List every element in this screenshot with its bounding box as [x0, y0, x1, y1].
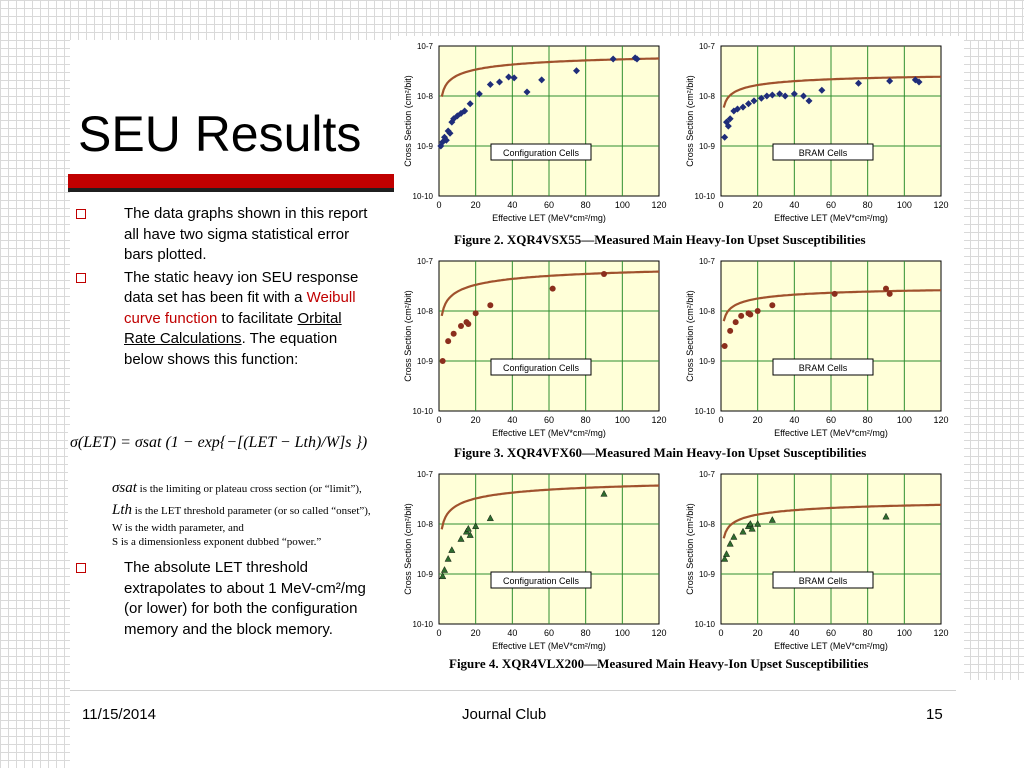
- fig3-bram-x-tick-label: 100: [896, 415, 912, 425]
- fig4-bram-y-axis-label: Cross Section (cm²/bit): [685, 503, 695, 595]
- fig2-config-x-tick-label: 100: [614, 200, 630, 210]
- fig2-bram-y-tick-label: 10-9: [698, 142, 715, 151]
- fig4-bram-x-tick-label: 80: [862, 628, 873, 638]
- fig3-bram-x-tick-label: 120: [933, 415, 949, 425]
- weibull-equation-image: [68, 432, 396, 554]
- fig3-bram-x-axis-label: Effective LET (MeV*cm²/mg): [774, 428, 888, 438]
- fig3-caption: Figure 3. XQR4VFX60—Measured Main Heavy-Ion Upset Susceptibilities: [454, 445, 867, 460]
- lth-symbol: Lth: [112, 502, 133, 518]
- fig4-bram-x-tick-label: 120: [933, 628, 949, 638]
- fig3-config-data-point: [458, 323, 464, 329]
- footer-date: 11/15/2014: [82, 706, 156, 723]
- fig4-bram-y-tick-label: 10-7: [698, 470, 715, 479]
- bullet-text-2: [124, 268, 376, 371]
- fig3-config-x-axis-label: Effective LET (MeV*cm²/mg): [492, 428, 606, 438]
- footer-center: Journal Club: [462, 706, 547, 723]
- fig2-config-y-tick-label: 10-8: [416, 92, 433, 101]
- fig4-bram-x-tick-label: 20: [752, 628, 763, 638]
- fig3-bram-y-tick-label: 10-10: [694, 407, 715, 416]
- fig2-bram-y-tick-label: 10-7: [698, 42, 715, 51]
- fig2-bram-legend-label: BRAM Cells: [798, 148, 848, 158]
- fig4-bram-y-tick-label: 10-9: [698, 570, 715, 579]
- equation-line-1: [112, 480, 362, 497]
- fig4-config-y-tick-label: 10-10: [412, 620, 433, 629]
- fig4-config-y-tick-label: 10-7: [416, 470, 433, 479]
- slide-title: SEU Results: [78, 106, 362, 162]
- fig3-config-data-point: [601, 271, 607, 277]
- fig3-config-data-point: [451, 331, 457, 337]
- fig4-caption: Figure 4. XQR4VLX200—Measured Main Heavy-Ion Upset Susceptibilities: [449, 656, 869, 671]
- bullet-square-icon: [76, 563, 86, 573]
- fig2-config-y-axis-label: Cross Section (cm²/bit): [403, 75, 413, 167]
- fig2-bram-y-tick-label: 10-10: [694, 192, 715, 201]
- fig2-config-y-tick-label: 10-7: [416, 42, 433, 51]
- fig3-bram-data-point: [887, 291, 893, 297]
- equation-line-2-text: is the LET threshold parameter (or so called “onset”),: [134, 505, 371, 517]
- fig2-config-x-axis-label: Effective LET (MeV*cm²/mg): [492, 213, 606, 223]
- orbital-rate-link[interactable]: Orbital Rate Calculations: [124, 309, 342, 347]
- fig2-config-x-tick-label: 60: [543, 200, 555, 210]
- fig3-config-x-tick-label: 120: [651, 415, 667, 425]
- fig3-config-y-tick-label: 10-9: [416, 357, 433, 366]
- fig3-config-x-tick-label: 100: [614, 415, 630, 425]
- fig3-bram-x-tick-label: 40: [789, 415, 800, 425]
- fig3-bram-data-point: [733, 319, 739, 325]
- fig2-bram-x-axis-label: Effective LET (MeV*cm²/mg): [774, 213, 888, 223]
- fig4-config-y-tick-label: 10-9: [416, 570, 433, 579]
- bullet-text-3: The absolute LET threshold extrapolates to about 1 MeV-cm²/mg (or lower) for both the configuration memory and the block memory.: [124, 559, 366, 638]
- fig3-bram-data-point: [769, 302, 775, 308]
- fig2-bram-x-tick-label: 120: [933, 200, 949, 210]
- footer-divider: [70, 690, 956, 691]
- bullet-list: [76, 204, 376, 372]
- fig2-bram-x-tick-label: 80: [862, 200, 873, 210]
- fig3-bram-x-tick-label: 60: [825, 415, 837, 425]
- fig3-config-data-point: [445, 338, 451, 344]
- bullet-row-3: [76, 558, 376, 640]
- fig3-bram-y-tick-label: 10-9: [698, 357, 715, 366]
- fig3-bram-data-point: [755, 308, 761, 314]
- fig3-bram-data-point: [738, 313, 744, 319]
- fig3-bram-data-point: [883, 286, 889, 292]
- background-grid-right: [962, 40, 1024, 680]
- fig4-config-x-tick-label: 100: [614, 628, 630, 638]
- bullet-square-icon: [76, 273, 86, 283]
- fig4-config-y-axis-label: Cross Section (cm²/bit): [403, 503, 413, 595]
- fig2-bram-x-tick-label: 20: [752, 200, 763, 210]
- bullet-2-pre: The static heavy ion SEU response data set has been fit with a: [124, 268, 359, 306]
- figures-svg: [394, 36, 964, 680]
- fig2-bram-x-tick-label: 100: [896, 200, 912, 210]
- fig2-caption: Figure 2. XQR4VSX55—Measured Main Heavy-Ion Upset Susceptibilities: [454, 232, 866, 247]
- fig2-config-x-tick-label: 80: [580, 200, 591, 210]
- fig2-bram-x-tick-label: 60: [825, 200, 837, 210]
- fig3-bram-data-point: [747, 312, 753, 318]
- fig4-bram-x-tick-label: 100: [896, 628, 912, 638]
- fig2-bram-y-axis-label: Cross Section (cm²/bit): [685, 75, 695, 167]
- fig3-config-x-tick-label: 80: [580, 415, 591, 425]
- fig4-bram-x-tick-label: 60: [825, 628, 837, 638]
- fig3-bram-legend-label: BRAM Cells: [798, 363, 848, 373]
- fig2-config-y-tick-label: 10-10: [412, 192, 433, 201]
- fig2-config-y-tick-label: 10-9: [416, 142, 433, 151]
- fig3-bram-x-tick-label: 0: [718, 415, 724, 425]
- fig3-config-data-point: [440, 358, 446, 364]
- fig4-bram-x-tick-label: 40: [789, 628, 800, 638]
- fig4-config-x-tick-label: 0: [436, 628, 442, 638]
- fig3-bram-y-tick-label: 10-7: [698, 257, 715, 266]
- bullet-2-post: . The equation below shows this function:: [124, 330, 338, 368]
- fig3-config-data-point: [473, 310, 479, 316]
- fig4-config-x-axis-label: Effective LET (MeV*cm²/mg): [492, 641, 606, 651]
- title-underline-red: [68, 174, 398, 188]
- bullet-2-mid: to facilitate: [217, 309, 298, 327]
- fig3-config-data-point: [465, 321, 471, 327]
- fig4-bram-y-tick-label: 10-8: [698, 520, 715, 529]
- fig3-config-x-tick-label: 60: [543, 415, 555, 425]
- fig2-config-x-tick-label: 40: [507, 200, 518, 210]
- fig3-bram-y-axis-label: Cross Section (cm²/bit): [685, 290, 695, 382]
- fig3-config-legend-label: Configuration Cells: [502, 363, 580, 373]
- fig2-bram-x-tick-label: 40: [789, 200, 800, 210]
- fig3-bram-x-tick-label: 20: [752, 415, 763, 425]
- fig2-config-x-tick-label: 20: [470, 200, 481, 210]
- weibull-link[interactable]: Weibull curve function: [124, 289, 356, 327]
- fig3-config-x-tick-label: 0: [436, 415, 442, 425]
- fig4-bram-x-axis-label: Effective LET (MeV*cm²/mg): [774, 641, 888, 651]
- equation-line-2: [112, 502, 371, 519]
- page-number: 15: [926, 706, 943, 723]
- fig3-bram-data-point: [832, 291, 838, 297]
- fig3-config-x-tick-label: 40: [507, 415, 518, 425]
- fig4-config-x-tick-label: 120: [651, 628, 667, 638]
- fig3-config-y-tick-label: 10-7: [416, 257, 433, 266]
- fig4-bram-x-tick-label: 0: [718, 628, 724, 638]
- fig2-config-legend-label: Configuration Cells: [502, 148, 580, 158]
- fig2-config-x-tick-label: 0: [436, 200, 442, 210]
- fig4-config-y-tick-label: 10-8: [416, 520, 433, 529]
- bullet-item-3: [76, 558, 376, 642]
- fig4-config-x-tick-label: 80: [580, 628, 591, 638]
- bullet-item-2: [76, 268, 376, 371]
- fig3-bram-y-tick-label: 10-8: [698, 307, 715, 316]
- fig3-bram-data-point: [722, 343, 728, 349]
- title-underline-black: [68, 188, 398, 192]
- fig3-config-y-tick-label: 10-8: [416, 307, 433, 316]
- bullet-square-icon: [76, 209, 86, 219]
- equation-line-4: S is a dimensionless exponent dubbed “power.”: [112, 536, 322, 548]
- fig2-bram-y-tick-label: 10-8: [698, 92, 715, 101]
- fig2-bram-x-tick-label: 0: [718, 200, 724, 210]
- background-grid-top: [70, 0, 1024, 40]
- fig3-config-x-tick-label: 20: [470, 415, 481, 425]
- fig4-config-x-tick-label: 40: [507, 628, 518, 638]
- equation-formula: σ(LET) = σsat (1 − exp{−[(LET − Lth)/W]s }): [70, 434, 368, 451]
- fig2-config-x-tick-label: 120: [651, 200, 667, 210]
- fig3-bram-data-point: [727, 328, 733, 334]
- fig4-bram-y-tick-label: 10-10: [694, 620, 715, 629]
- equation-line-3: W is the width parameter, and: [112, 522, 244, 534]
- bullet-text-1: The data graphs shown in this report all have two sigma statistical error bars plotted.: [124, 205, 368, 263]
- figures-panel: [394, 36, 964, 680]
- fig3-config-y-tick-label: 10-10: [412, 407, 433, 416]
- fig4-config-x-tick-label: 20: [470, 628, 481, 638]
- background-grid-left: [0, 0, 70, 768]
- fig3-config-data-point: [487, 302, 493, 308]
- fig4-config-x-tick-label: 60: [543, 628, 555, 638]
- fig3-bram-x-tick-label: 80: [862, 415, 873, 425]
- fig3-config-data-point: [550, 286, 556, 292]
- bullet-item-1: [76, 204, 376, 266]
- sigma-sat-symbol: σsat: [112, 480, 137, 496]
- fig4-bram-legend-label: BRAM Cells: [798, 576, 848, 586]
- fig3-config-y-axis-label: Cross Section (cm²/bit): [403, 290, 413, 382]
- fig4-config-legend-label: Configuration Cells: [502, 576, 580, 586]
- equation-line-1-text: is the limiting or plateau cross section (or “limit”),: [139, 483, 362, 495]
